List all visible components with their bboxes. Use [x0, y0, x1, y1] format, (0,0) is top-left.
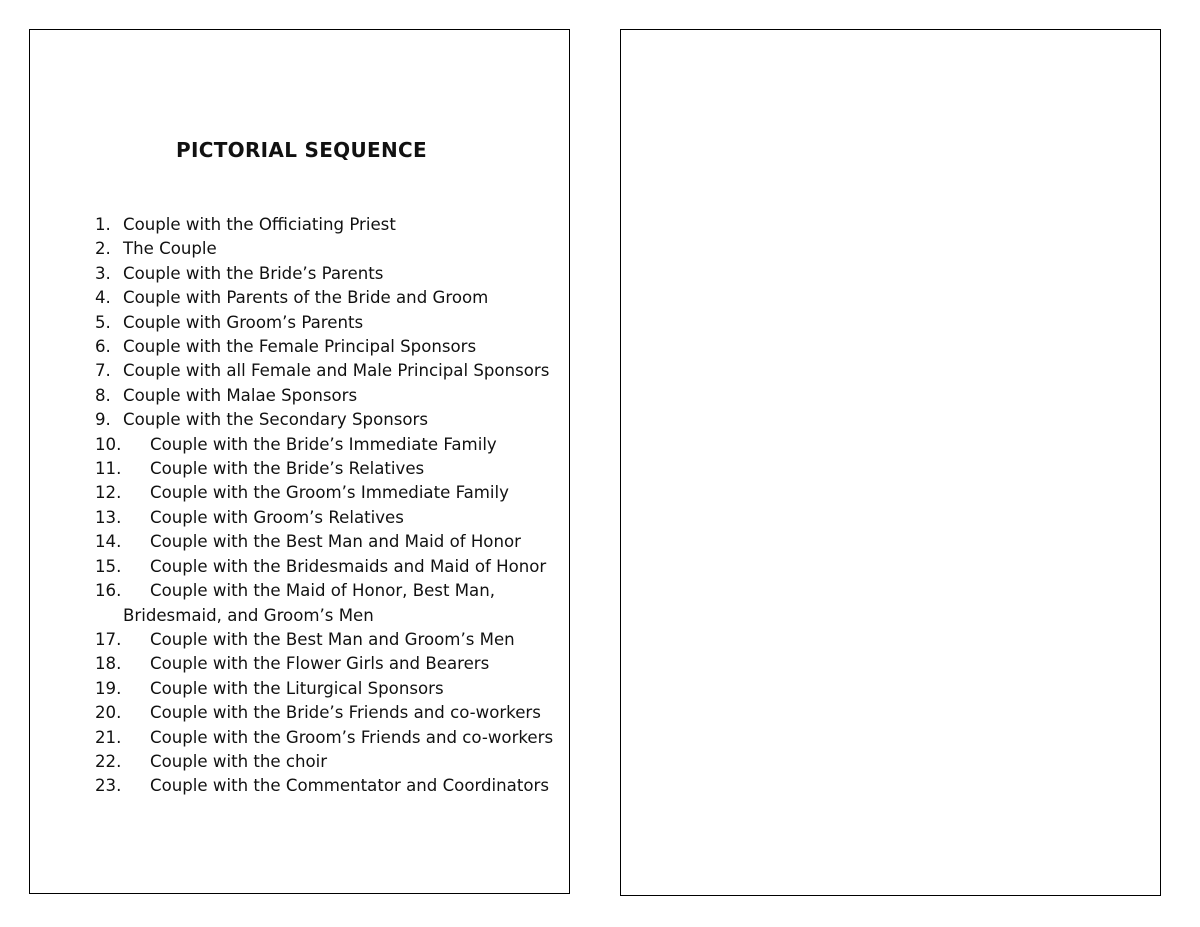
list-item-number: 21.	[95, 727, 122, 747]
list-item-number: 12.	[95, 483, 122, 503]
list-item	[95, 262, 565, 286]
list-item-text: Couple with the Maid of Honor, Best Man, Bridesmaid, and Groom’s Men	[123, 581, 496, 625]
list-item-text: Couple with the Groom’s Friends and co-workers	[150, 727, 554, 747]
list-item-number: 19.	[95, 678, 122, 698]
list-item	[95, 774, 565, 798]
list-item-text: Couple with the Bridesmaids and Maid of Honor	[150, 556, 547, 576]
list-item	[95, 457, 565, 481]
list-item-number: 1.	[95, 215, 111, 234]
list-item-number: 3.	[95, 263, 111, 283]
list-item	[95, 579, 565, 628]
list-item	[95, 652, 565, 676]
list-item	[95, 213, 565, 237]
list-item-number: 4.	[95, 288, 111, 308]
list-item-text: Couple with Groom’s Parents	[123, 312, 364, 332]
list-item-number: 22.	[95, 751, 122, 771]
list-item-number: 5.	[95, 312, 111, 332]
list-item-number: 17.	[95, 629, 122, 649]
list-item-text: Couple with the Secondary Sponsors	[123, 410, 429, 430]
list-item-number: 23.	[95, 776, 122, 796]
list-item-text: Couple with the Best Man and Maid of Honor	[150, 532, 521, 552]
list-item	[95, 359, 565, 383]
list-item-text: Couple with Groom’s Relatives	[150, 507, 404, 527]
list-item	[95, 408, 565, 432]
list-item-text: Couple with the Bride’s Relatives	[150, 459, 425, 479]
list-item-text: Couple with the Liturgical Sponsors	[150, 678, 444, 698]
list-item-number: 18.	[95, 654, 122, 674]
list-item-text: Couple with the Bride’s Friends and co-workers	[150, 703, 541, 723]
list-item-number: 14.	[95, 532, 122, 552]
list-item	[95, 384, 565, 408]
list-item	[95, 433, 565, 457]
list-item	[95, 726, 565, 750]
list-item-text: Couple with the Best Man and Groom’s Men	[150, 629, 515, 649]
list-item	[95, 530, 565, 554]
list-item-text: Couple with the Groom’s Immediate Family	[150, 483, 509, 503]
list-item-number: 11.	[95, 459, 122, 479]
list-item-number: 8.	[95, 385, 111, 405]
list-item-number: 13.	[95, 507, 122, 527]
list-item-text: Couple with all Female and Male Principal Sponsors	[123, 361, 550, 381]
list-item-number: 7.	[95, 361, 111, 381]
list-item	[95, 481, 565, 505]
list-item-text: Couple with the Bride’s Parents	[123, 263, 384, 283]
list-item	[95, 286, 565, 310]
list-item-text: Couple with the Officiating Priest	[123, 215, 396, 234]
list-item-number: 10.	[95, 434, 122, 454]
list-item-text: Couple with the Commentator and Coordinators	[150, 776, 549, 796]
list-item-text: The Couple	[123, 239, 217, 259]
list-item-number: 20.	[95, 703, 122, 723]
page-title: PICTORIAL SEQUENCE	[176, 138, 427, 162]
list-item	[95, 701, 565, 725]
document-page-right	[620, 29, 1161, 896]
list-item-text: Couple with the Bride’s Immediate Family	[150, 434, 497, 454]
list-item-text: Couple with the Female Principal Sponsors	[123, 337, 477, 357]
list-item	[95, 506, 565, 530]
list-item-text: Couple with Parents of the Bride and Groom	[123, 288, 489, 308]
list-item	[95, 750, 565, 774]
list-item	[95, 555, 565, 579]
list-item-number: 15.	[95, 556, 122, 576]
list-item	[95, 628, 565, 652]
list-item-number: 2.	[95, 239, 111, 259]
document-page-left	[29, 29, 570, 894]
list-item	[95, 237, 565, 261]
list-item	[95, 677, 565, 701]
list-item-text: Couple with Malae Sponsors	[123, 385, 358, 405]
list-item-text: Couple with the Flower Girls and Bearers	[150, 654, 490, 674]
list-item	[95, 335, 565, 359]
list-item-number: 6.	[95, 337, 111, 357]
list-item-number: 16.	[95, 581, 122, 601]
sequence-list	[95, 213, 565, 799]
list-item	[95, 311, 565, 335]
list-item-text: Couple with the choir	[150, 751, 328, 771]
list-item-number: 9.	[95, 410, 111, 430]
